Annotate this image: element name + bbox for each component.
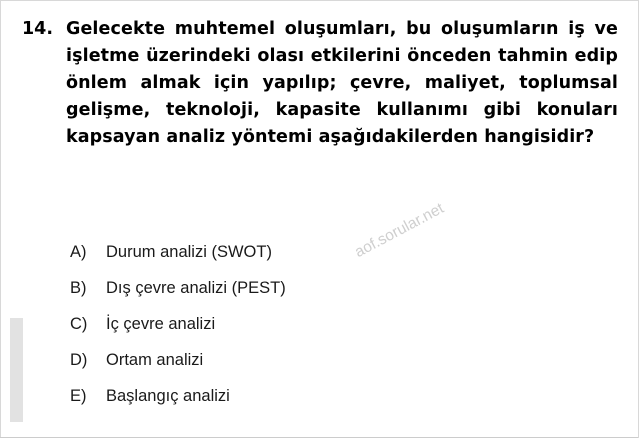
- side-margin-bar: [10, 318, 23, 422]
- option-letter: B): [70, 279, 87, 297]
- option-letter: A): [70, 243, 87, 261]
- list-item[interactable]: [70, 387, 590, 411]
- question-row: [22, 16, 618, 151]
- question-number: 14.: [22, 19, 54, 39]
- question-text: Gelecekte muhtemel oluşumları, bu oluşumların iş ve işletme üzerindeki olası etkilerini önceden tahmin edip önlem almak için yapılıp; çevre, maliyet, toplumsal gelişme, teknoloji, kapasite kullanımı gibi konuları kapsayan analiz yöntemi aşağıdakilerden hangisidir?: [66, 19, 618, 147]
- option-text: Dış çevre analizi (PEST): [106, 279, 286, 297]
- question-block: [22, 16, 618, 151]
- option-letter: D): [70, 351, 88, 369]
- list-item[interactable]: [70, 243, 590, 267]
- answer-options-list: [70, 243, 590, 423]
- option-text: Başlangıç analizi: [106, 387, 230, 405]
- option-letter: E): [70, 387, 87, 405]
- watermark-main: aof.sorular.net: [352, 199, 447, 262]
- list-item[interactable]: [70, 351, 590, 375]
- option-text: İç çevre analizi: [106, 315, 216, 333]
- option-letter: C): [70, 315, 88, 333]
- option-text: Durum analizi (SWOT): [106, 243, 272, 261]
- option-text: Ortam analizi: [106, 351, 204, 369]
- list-item[interactable]: [70, 315, 590, 339]
- page-top-border: [0, 0, 639, 1]
- list-item[interactable]: [70, 279, 590, 303]
